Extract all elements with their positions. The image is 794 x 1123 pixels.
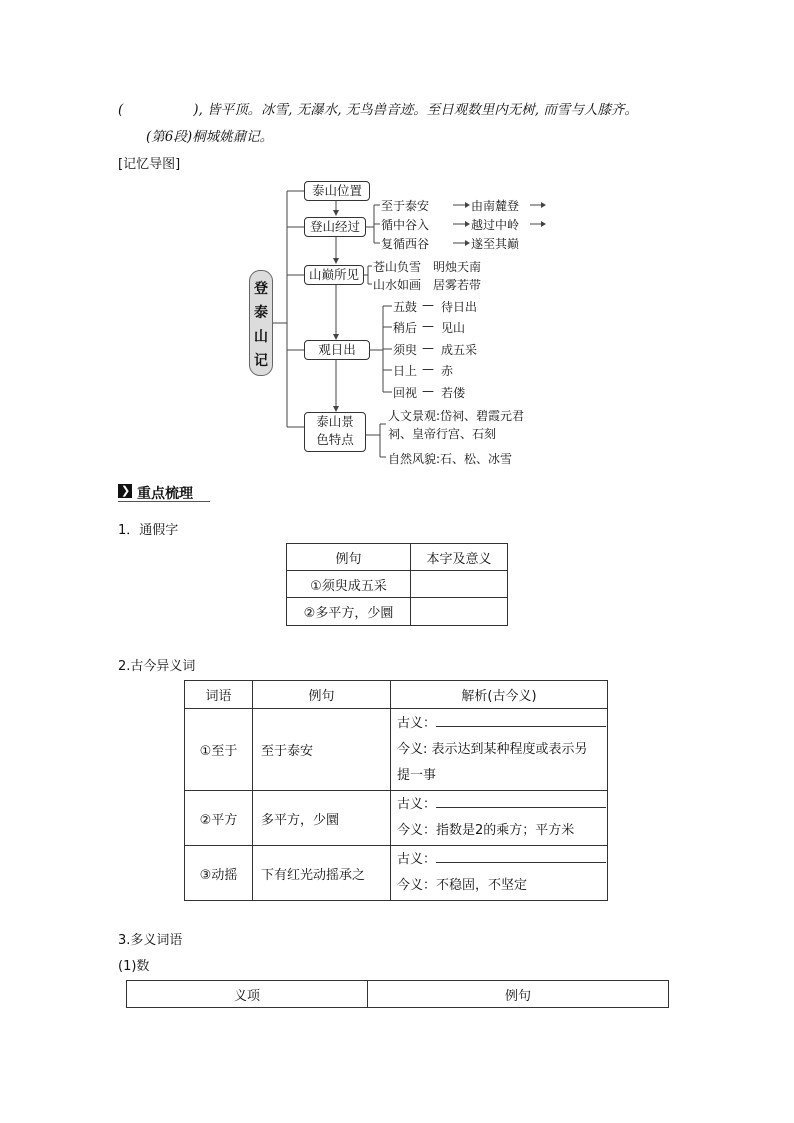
mindmap-heading: [记忆导图] <box>118 157 181 172</box>
root-char-4: 记 <box>254 353 268 369</box>
climb-item-1a: 至于泰安 <box>381 199 430 213</box>
modern-line1: 今义: 表示达到某种程度或表示另 <box>397 741 588 757</box>
word-cell: ③动摇 <box>185 846 253 901</box>
sunrise-item-5b: 若偻 <box>441 386 466 400</box>
header-example: 例句 <box>287 544 411 571</box>
modern-line2: 提一事 <box>397 767 437 783</box>
part1-row1-example: ①须臾成五采 <box>287 571 411 598</box>
header-analysis: 解析(古今义) <box>391 681 608 709</box>
features-nature: 自然风貌:石、松、冰雪 <box>388 452 513 466</box>
sunrise-item-4b: 赤 <box>441 364 454 378</box>
modern-line1: 今义：不稳固，不坚定 <box>397 878 528 893</box>
table-row <box>287 571 508 598</box>
section-badge <box>118 484 132 498</box>
table-header-row <box>287 544 508 571</box>
node-features-line2: 色特点 <box>316 432 354 447</box>
ancient-label: 古义： <box>397 852 437 867</box>
example-cell: 下有红光动摇承之 <box>253 846 391 901</box>
header-example: 例句 <box>253 681 391 709</box>
example-cell: 至于泰安 <box>253 709 391 791</box>
root-char-2: 泰 <box>254 305 268 321</box>
node-summit: 山巅所见 <box>304 265 364 285</box>
climb-item-3b: 遂至其巅 <box>471 237 520 251</box>
sunrise-item-1a: 五鼓 <box>393 300 418 314</box>
sunrise-item-2-dash: — <box>422 319 434 333</box>
passage-line-1-text: ), 皆平顶。冰雪, 无瀑水, 无鸟兽音迹。至日观数里内无树, 而雪与人膝齐。 <box>193 102 638 118</box>
part3-title: 3.多义词语 <box>118 933 183 948</box>
part1-row2-example: ②多平方，少圜 <box>287 598 411 626</box>
part1-row2-answer[interactable] <box>411 598 508 626</box>
sunrise-item-4-dash: — <box>422 362 434 376</box>
mindmap-root <box>249 270 273 376</box>
sunrise-item-5-dash: — <box>422 384 434 398</box>
ancient-blank[interactable] <box>436 714 606 727</box>
root-char-1: 登 <box>254 281 268 297</box>
sunrise-item-3b: 成五采 <box>441 343 478 357</box>
ancient-label: 古义： <box>397 797 437 812</box>
header-original: 本字及意义 <box>411 544 508 571</box>
modern-line1: 今义：指数是2的乘方；平方米 <box>397 823 575 838</box>
table-row <box>185 709 608 791</box>
ancient-blank[interactable] <box>436 850 606 863</box>
node-sunrise: 观日出 <box>304 340 370 360</box>
part2-table <box>184 680 608 901</box>
sunrise-item-1b: 待日出 <box>441 300 478 314</box>
part1-row1-answer[interactable] <box>411 571 508 598</box>
sunrise-item-2b: 见山 <box>441 321 466 335</box>
word-cell: ①至于 <box>185 709 253 791</box>
part1-table <box>286 543 508 626</box>
table-header-row <box>185 681 608 709</box>
node-features <box>304 412 366 452</box>
open-paren: ( <box>118 102 124 118</box>
analysis-cell <box>391 846 608 901</box>
example-cell: 多平方，少圜 <box>253 791 391 846</box>
features-humanities-line1: 人文景观:岱祠、碧霞元君 <box>388 409 525 423</box>
ancient-label: 古义： <box>397 715 437 731</box>
ancient-blank[interactable] <box>436 795 606 808</box>
word-cell: ②平方 <box>185 791 253 846</box>
table-row <box>287 598 508 626</box>
sunrise-item-1-dash: — <box>422 298 434 312</box>
sunrise-item-3a: 须臾 <box>393 343 418 357</box>
analysis-cell <box>391 791 608 846</box>
part3-subtitle: (1)数 <box>118 959 150 974</box>
node-location: 泰山位置 <box>304 181 370 201</box>
root-char-3: 山 <box>254 329 268 345</box>
climb-item-2a: 循中谷入 <box>381 218 430 232</box>
chevron-right-icon: ❯ <box>121 484 131 497</box>
sunrise-item-2a: 稍后 <box>393 321 418 335</box>
table-row <box>185 846 608 901</box>
sunrise-item-4a: 日上 <box>393 364 418 378</box>
sunrise-item-3-dash: — <box>422 341 434 355</box>
summit-item-2: 山水如画 居雾若带 <box>373 278 482 292</box>
node-features-line1: 泰山景 <box>316 414 354 429</box>
section-title <box>118 483 210 502</box>
analysis-cell <box>391 709 608 791</box>
passage-line-2: (第6段)桐城姚鼐记。 <box>146 129 274 145</box>
summit-item-1: 苍山负雪 明烛天南 <box>373 260 482 274</box>
table-header-row <box>127 981 669 1008</box>
header-meaning: 义项 <box>127 981 368 1008</box>
part3-table <box>126 980 669 1008</box>
part2-title: 2.古今异义词 <box>118 659 196 674</box>
part1-title: 1．通假字 <box>118 523 179 538</box>
climb-item-1b: 由南麓登 <box>471 199 520 213</box>
section-title-text: 重点梳理 <box>137 486 193 502</box>
header-example: 例句 <box>368 981 669 1008</box>
climb-item-3a: 复循西谷 <box>381 237 430 251</box>
node-climb: 登山经过 <box>304 217 366 237</box>
header-word: 词语 <box>185 681 253 709</box>
sunrise-item-5a: 回视 <box>393 386 418 400</box>
climb-item-2b: 越过中岭 <box>471 218 520 232</box>
table-row <box>185 791 608 846</box>
features-humanities-line2: 祠、皇帝行宫、石刻 <box>388 427 497 441</box>
